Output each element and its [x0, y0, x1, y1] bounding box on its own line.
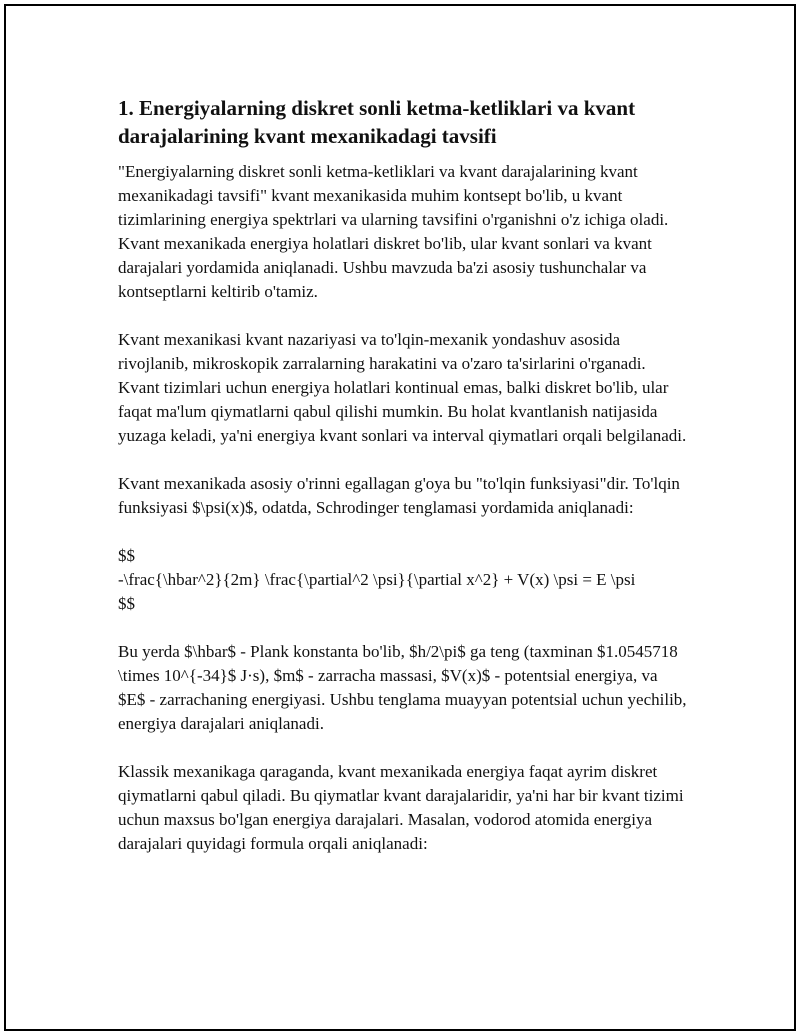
paragraph-discrete-energy: Klassik mexanikaga qaraganda, kvant mexanikada energiya faqat ayrim diskret qiymatlarni qabul qiladi. Bu qiymatlar kvant darajalaridir, ya'ni har bir kvant tizimi uchun maxsus bo'lgan energiya darajalari. Masalan, vodorod atomida energiya darajalari quyidagi formula orqali aniqlanadi: — [118, 762, 684, 853]
paragraph-wave-function: Kvant mexanikada asosiy o'rinni egallagan g'oya bu "to'lqin funksiyasi"dir. To'lqin funksiyasi $\psi(x)$, odatda, Schrodinger tenglamasi yordamida aniqlanadi: — [118, 474, 680, 517]
paragraph-quantum-mechanics: Kvant mexanikasi kvant nazariyasi va to'lqin-mexanik yondashuv asosida rivojlanib, mikroskopik zarralarning harakatini va o'zaro ta'sirlarini o'rganadi. Kvant tizimlari uchun energiya holatlari kontinual emas, balki diskret bo'lib, ular faqat ma'lum qiymatlarni qabul qilishi mumkin. Bu holat kvantlanish natijasida yuzaga keladi, ya'ni energiya kvant sonlari va interval qiymatlari orqali belgilanadi. — [118, 330, 687, 445]
paragraph-intro: "Energiyalarning diskret sonli ketma-ketliklari va kvant darajalarining kvant mexanikadagi tavsifi" kvant mexanikasida muhim kontsept bo'lib, u kvant tizimlarining energiya spektrlari va ularning tavsifini o'rganishni o'z ichiga oladi. Kvant mexanikada energiya holatlari diskret bo'lib, ular kvant sonlari va kvant darajalari yordamida aniqlanadi. Ushbu mavzuda ba'zi asosiy tushunchalar va kontseptlarni keltirib o'tamiz. — [118, 162, 669, 301]
section-heading: 1. Energiyalarning diskret sonli ketma-ketliklari va kvant darajalarining kvant mexanikadagi tavsifi — [118, 96, 636, 148]
document-body — [118, 94, 688, 880]
equation-close-delimiter: $$ — [118, 594, 135, 613]
paragraph-symbols: Bu yerda $\hbar$ - Plank konstanta bo'lib, $h/2\pi$ ga teng (taxminan $1.0545718 \times 10^{-34}$ J·s), $m$ - zarracha massasi, $V(x)$ - potentsial energiya, va $E$ - zarrachaning energiyasi. Ushbu tenglama muayyan potentsial uchun yechilib, energiya darajalari aniqlanadi. — [118, 642, 687, 733]
schrodinger-equation — [118, 544, 688, 616]
equation-body: -\frac{\hbar^2}{2m} \frac{\partial^2 \psi}{\partial x^2} + V(x) \psi = E \psi — [118, 570, 636, 589]
equation-open-delimiter: $$ — [118, 546, 135, 565]
